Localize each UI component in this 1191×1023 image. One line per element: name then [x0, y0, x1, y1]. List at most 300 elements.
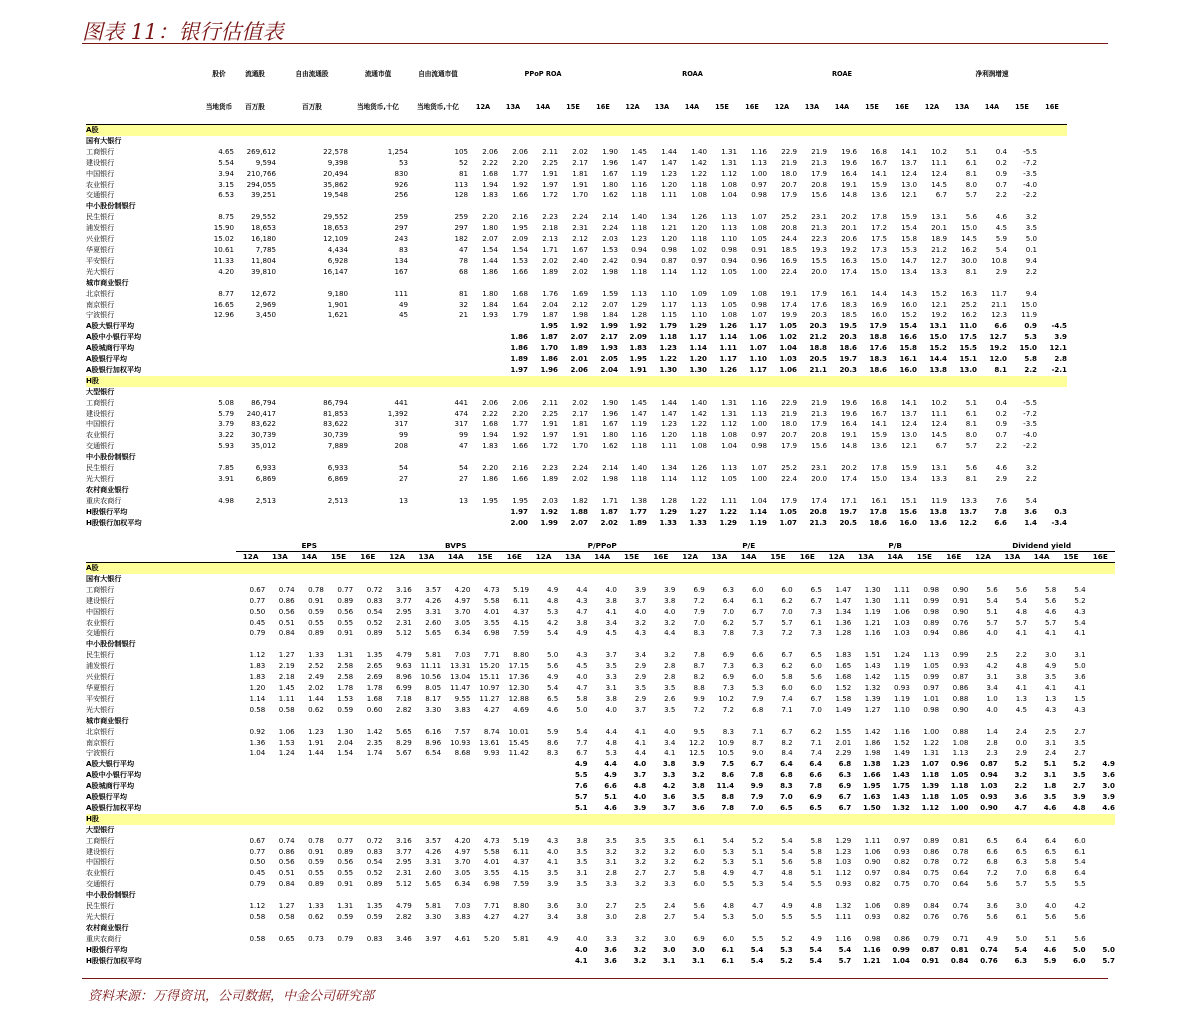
value-cell: 1,254 — [387, 146, 408, 156]
value-cell: 1.66 — [863, 770, 881, 780]
table-row — [86, 694, 1115, 705]
value-cell: 1,621 — [327, 310, 348, 320]
value-cell: 10.8 — [991, 255, 1007, 265]
value-cell: 1.50 — [863, 802, 881, 812]
value-cell: 1.66 — [512, 266, 528, 276]
value-cell: 3.1 — [605, 857, 617, 867]
value-cell: 1.07 — [751, 463, 767, 473]
value-cell — [470, 945, 499, 956]
value-cell: 1.12 — [721, 168, 737, 178]
value-cell: 5.2 — [780, 955, 793, 965]
bank-name: 建设银行 — [86, 408, 115, 418]
value-cell: 1.19 — [631, 168, 647, 178]
value-cell: 15.6 — [811, 441, 827, 451]
value-cell: 0.84 — [278, 628, 295, 638]
year-label: 15E — [763, 552, 792, 563]
value-cell: 0.97 — [923, 682, 940, 692]
value-cell: 1.27 — [864, 704, 881, 714]
value-cell: 17.5 — [871, 234, 887, 244]
value-cell: 32 — [458, 299, 468, 309]
year-label: 15E — [558, 90, 588, 125]
value-cell: 1.83 — [629, 343, 647, 353]
value-cell: 7.0 — [1015, 868, 1028, 878]
value-cell: 1.17 — [661, 299, 677, 309]
year-label: 14A — [295, 552, 324, 563]
metric-header: P/B — [822, 541, 968, 552]
value-cell: 4.20 — [454, 835, 471, 845]
value-cell: 6.8 — [1045, 868, 1057, 878]
value-cell: 1.66 — [512, 190, 528, 200]
value-cell — [265, 945, 294, 956]
header-cell: 自由流通市值 — [418, 69, 458, 78]
metric-header: EPS — [236, 541, 382, 552]
value-cell: 2.14 — [602, 463, 618, 473]
bank-name: 重庆农商行 — [86, 933, 122, 943]
value-cell: 3.31 — [425, 606, 442, 616]
value-cell: 5.7 — [752, 617, 764, 627]
value-cell — [412, 803, 441, 814]
value-cell: 0.99 — [923, 595, 940, 605]
bank-name: 中国银行 — [86, 857, 115, 867]
value-cell: 5.7 — [574, 792, 588, 802]
value-cell: 0.84 — [894, 868, 910, 878]
value-cell — [236, 945, 265, 956]
value-cell: 5.8 — [781, 672, 793, 682]
value-cell — [412, 759, 441, 770]
value-cell: 15.9 — [901, 463, 917, 473]
bank-name: 交通银行 — [86, 441, 115, 451]
group-row — [86, 890, 1115, 901]
value-cell: 53 — [398, 157, 408, 167]
value-cell — [265, 803, 294, 814]
table-row — [86, 661, 1115, 672]
table-row — [86, 474, 1067, 485]
value-cell — [324, 792, 353, 803]
value-cell: 297 — [454, 223, 468, 233]
value-cell: 0.65 — [278, 933, 295, 943]
table-row — [86, 748, 1115, 759]
value-cell: 0.89 — [923, 835, 940, 845]
value-cell: 0.59 — [337, 912, 354, 921]
value-cell: 2.5 — [634, 901, 647, 911]
value-cell — [1086, 618, 1115, 629]
value-cell: 1.43 — [892, 770, 910, 780]
value-cell: 0.92 — [249, 726, 266, 736]
value-cell: 21.2 — [931, 244, 947, 254]
value-cell: 1.63 — [863, 792, 881, 802]
value-cell: 3.2 — [664, 650, 676, 660]
value-cell: 2.8 — [1054, 354, 1067, 364]
value-cell: 0.56 — [278, 857, 295, 867]
value-cell: 83 — [398, 244, 408, 254]
value-cell: 1.08 — [721, 430, 737, 440]
value-cell: 19.6 — [841, 397, 857, 407]
year-label: 13A — [947, 90, 977, 125]
value-cell: 2.5 — [986, 650, 998, 660]
value-cell: 18.0 — [781, 168, 797, 178]
value-cell: 16.3 — [841, 255, 857, 265]
value-cell: 0.59 — [337, 704, 354, 714]
value-cell: 240,417 — [246, 408, 276, 418]
value-cell: 1.74 — [366, 748, 383, 758]
value-cell: 5.1 — [1045, 933, 1057, 943]
value-cell: 1.83 — [249, 661, 266, 671]
value-cell — [353, 956, 382, 967]
value-cell: 2.02 — [572, 146, 588, 156]
value-cell: 0.45 — [249, 868, 266, 878]
value-cell: 4.61 — [454, 933, 471, 943]
group-label: 城市商业银行 — [86, 715, 129, 725]
value-cell: 1.47 — [631, 408, 647, 418]
value-cell: 1.59 — [602, 288, 618, 298]
group-label: 国有大银行 — [86, 573, 122, 583]
value-cell: 16.1 — [871, 495, 887, 505]
year-label: 16E — [646, 552, 675, 563]
value-cell: 0.81 — [950, 944, 969, 954]
bank-name: 工商银行 — [86, 146, 115, 156]
value-cell: 1.08 — [952, 737, 969, 747]
table-row — [86, 901, 1115, 912]
value-cell: 8.3 — [693, 628, 705, 638]
value-cell: 3.7 — [634, 595, 647, 605]
value-cell: 9.9 — [693, 693, 705, 703]
value-cell — [500, 781, 529, 792]
year-label: 16E — [793, 552, 822, 563]
bank-name: 重庆农商行 — [86, 495, 122, 505]
value-cell: 0.90 — [980, 802, 998, 812]
value-cell: 6.1 — [810, 617, 822, 627]
value-cell — [470, 781, 499, 792]
value-cell: 16.6 — [899, 332, 917, 342]
bank-name: 宁波银行 — [86, 748, 115, 758]
value-cell: 15.8 — [901, 234, 917, 244]
value-cell: 3.1 — [662, 955, 676, 965]
value-cell: 3.0 — [1015, 901, 1028, 911]
value-cell: 5.0 — [1025, 234, 1037, 244]
units-cell: 百万股 — [276, 90, 348, 125]
value-cell: 6.5 — [809, 802, 822, 812]
value-cell: 167 — [394, 266, 408, 276]
value-cell: 0.91 — [952, 595, 969, 605]
value-cell: 4.1 — [634, 737, 647, 747]
value-cell: 1.07 — [751, 212, 767, 222]
value-cell: 0.58 — [249, 933, 266, 943]
value-cell: 4.0 — [546, 846, 559, 856]
value-cell: 1.17 — [749, 364, 767, 374]
value-cell: 2.8 — [664, 672, 676, 682]
value-cell: 4.4 — [576, 584, 588, 594]
value-cell: 12.2 — [688, 737, 705, 747]
value-cell: 0.94 — [721, 255, 737, 265]
bank-name: 光大银行 — [86, 474, 115, 483]
value-cell: 6.9 — [809, 792, 822, 802]
value-cell: 13.04 — [450, 672, 471, 682]
value-cell: 3.5 — [1045, 672, 1057, 682]
value-cell: 7.3 — [722, 661, 735, 671]
group-row — [86, 825, 1115, 836]
value-cell: 81,853 — [323, 408, 348, 418]
year-label: 14A — [734, 552, 763, 563]
value-cell: 5.7 — [781, 617, 793, 627]
value-cell: 5.9 — [546, 726, 559, 736]
value-cell: 0.59 — [308, 857, 324, 867]
value-cell: 6.6 — [752, 650, 764, 660]
value-cell: 18,653 — [323, 223, 348, 233]
bank-name: 华夏银行 — [86, 244, 115, 254]
value-cell: 2.02 — [572, 266, 588, 276]
value-cell: 1.11 — [894, 584, 910, 594]
value-cell: 6,869 — [255, 474, 276, 483]
value-cell: 25.2 — [781, 463, 797, 473]
value-cell: 7.0 — [810, 704, 822, 714]
value-cell: 2.8 — [664, 661, 676, 671]
value-cell: 6.5 — [780, 802, 793, 812]
value-cell: 474 — [454, 408, 468, 418]
value-cell: 1.67 — [572, 244, 588, 254]
value-cell: 6.4 — [809, 759, 822, 769]
value-cell: 0.89 — [366, 879, 383, 889]
value-cell: 1.83 — [482, 190, 498, 200]
value-cell: 1.86 — [510, 332, 528, 342]
value-cell: -3.5 — [1023, 168, 1037, 178]
value-cell: 29,552 — [323, 212, 348, 222]
value-cell: 3.4 — [664, 737, 676, 747]
value-cell: 11.0 — [959, 321, 977, 331]
value-cell: 15.2 — [929, 343, 947, 353]
bank-name: 中国银行 — [86, 419, 115, 429]
value-cell: 1.99 — [540, 517, 558, 527]
bank-name: 北京银行 — [86, 726, 115, 736]
value-cell: 6.3 — [752, 661, 764, 671]
value-cell: 4.1 — [1015, 628, 1028, 638]
value-cell: 5.19 — [513, 835, 529, 845]
value-cell: 2.31 — [572, 223, 588, 233]
value-cell: 2.22 — [482, 157, 498, 167]
value-cell: 4.9 — [986, 933, 998, 943]
value-cell: 1.24 — [278, 748, 295, 758]
value-cell: 1.20 — [661, 234, 677, 244]
value-cell: 13.0 — [901, 179, 917, 189]
value-cell: 5.4 — [1074, 584, 1086, 594]
value-cell: 4.2 — [662, 781, 676, 791]
value-cell: 1.82 — [572, 495, 588, 505]
value-cell: 11.11 — [420, 661, 442, 671]
value-cell: 6.0 — [722, 933, 735, 943]
value-cell: 2.42 — [602, 255, 618, 265]
value-cell: 1.62 — [602, 441, 618, 451]
value-cell: 0.90 — [952, 584, 969, 594]
value-cell: 0.94 — [631, 244, 647, 254]
value-cell: 6.34 — [454, 628, 471, 638]
table-row — [86, 234, 1067, 245]
value-cell: 12.1 — [1049, 343, 1067, 353]
value-cell: 14.1 — [901, 397, 917, 407]
value-cell: 12.4 — [901, 419, 917, 429]
table-row — [86, 857, 1115, 868]
value-cell: 3.16 — [395, 584, 412, 594]
value-cell: 7.1 — [752, 726, 764, 736]
value-cell: 2.20 — [482, 463, 498, 473]
value-cell: 5.58 — [483, 846, 500, 856]
value-cell: 3.91 — [218, 474, 234, 483]
value-cell: 4.15 — [513, 868, 529, 878]
value-cell: 1.13 — [631, 288, 647, 298]
value-cell: 1.64 — [512, 299, 528, 309]
value-cell — [382, 956, 411, 967]
value-cell: 3.2 — [634, 933, 647, 943]
average-row — [86, 792, 1115, 803]
value-cell — [470, 956, 499, 967]
table-row — [86, 868, 1115, 879]
value-cell: 1,392 — [387, 408, 408, 418]
value-cell: 0.82 — [894, 857, 910, 867]
value-cell: 8.05 — [425, 682, 442, 692]
year-label: 16E — [500, 552, 529, 563]
value-cell: 1.39 — [864, 693, 881, 703]
value-cell: 20.8 — [809, 506, 827, 516]
year-label: 15E — [1007, 90, 1037, 125]
value-cell: 1.87 — [600, 506, 618, 516]
value-cell: 0.74 — [980, 944, 998, 954]
value-cell — [1086, 585, 1115, 596]
value-cell: 19.1 — [841, 430, 857, 440]
value-cell: 2.7 — [664, 912, 676, 921]
value-cell: 13.61 — [479, 737, 500, 747]
value-cell: 1.19 — [631, 419, 647, 429]
value-cell: 3.46 — [395, 933, 412, 943]
value-cell: 3.5 — [605, 661, 617, 671]
value-cell — [265, 770, 294, 781]
value-cell: 4.5 — [605, 628, 617, 638]
value-cell: 1.80 — [602, 430, 618, 440]
metric-header: P/E — [675, 541, 821, 552]
value-cell: -2.1 — [1051, 364, 1067, 374]
value-cell — [324, 759, 353, 770]
value-cell: 9.55 — [454, 693, 471, 703]
table-row — [86, 300, 1067, 311]
value-cell — [295, 781, 324, 792]
value-cell: 1.10 — [691, 310, 707, 320]
value-cell: 15.3 — [901, 244, 917, 254]
value-cell: 15.9 — [871, 430, 887, 440]
value-cell: 15.5 — [811, 255, 827, 265]
year-label: 16E — [1037, 90, 1067, 125]
value-cell: 45 — [398, 310, 408, 320]
value-cell: 20.3 — [811, 310, 827, 320]
bank-name: 农业银行 — [86, 430, 115, 440]
value-cell: 1.07 — [751, 310, 767, 320]
bank-name: 交通银行 — [86, 879, 115, 889]
value-cell: 1.03 — [894, 628, 910, 638]
value-cell: 1.43 — [864, 661, 881, 671]
value-cell: 12.3 — [991, 310, 1007, 320]
value-cell: 7.0 — [693, 617, 705, 627]
value-cell: 1.05 — [779, 506, 797, 516]
value-cell: 1.00 — [751, 419, 767, 429]
value-cell: 0.97 — [894, 835, 910, 845]
bank-name: 光大银行 — [86, 704, 115, 714]
value-cell: 15.1 — [901, 495, 917, 505]
value-cell: 1.16 — [863, 944, 881, 954]
value-cell: 21 — [458, 310, 468, 320]
value-cell: 5.7 — [1102, 955, 1115, 965]
value-cell: 134 — [394, 255, 408, 265]
value-cell: 0.58 — [278, 704, 295, 714]
value-cell: 3.0 — [605, 912, 617, 921]
value-cell: 0.93 — [864, 912, 881, 921]
value-cell: 8.4 — [781, 748, 793, 758]
value-cell: 4.8 — [1015, 606, 1028, 616]
average-label: A股中小银行平均 — [86, 332, 142, 342]
average-row — [86, 365, 1067, 376]
value-cell: 8.96 — [425, 737, 442, 747]
value-cell: 2.31 — [395, 617, 412, 627]
year-label: 12A — [618, 90, 647, 125]
value-cell: 0.99 — [892, 944, 910, 954]
value-cell: 8.1 — [965, 474, 977, 483]
value-cell: 20.5 — [839, 517, 857, 527]
value-cell: 4.7 — [752, 901, 764, 911]
value-cell: 1.83 — [249, 672, 266, 682]
value-cell: 86,794 — [323, 397, 348, 407]
value-cell: 1.95 — [482, 495, 498, 505]
value-cell: 6,928 — [327, 255, 348, 265]
value-cell: 3.1 — [1045, 737, 1057, 747]
value-cell: 0.98 — [923, 704, 940, 714]
value-cell: 4.0 — [576, 933, 588, 943]
value-cell: 21.3 — [811, 223, 827, 233]
value-cell — [468, 332, 498, 343]
value-cell: 3.83 — [454, 912, 471, 921]
value-cell: 1.91 — [542, 168, 558, 178]
value-cell: 14.3 — [901, 288, 917, 298]
value-cell — [324, 781, 353, 792]
value-cell: 5.8 — [1045, 584, 1057, 594]
value-cell: 23.1 — [811, 463, 827, 473]
value-cell: 1.18 — [921, 770, 940, 780]
value-cell: 5.81 — [425, 650, 442, 660]
value-cell: 3.9 — [546, 879, 559, 889]
value-cell: 4.5 — [576, 661, 588, 671]
value-cell: 1.71 — [542, 244, 558, 254]
value-cell: 6.8 — [780, 770, 793, 780]
value-cell: 1.40 — [691, 397, 707, 407]
value-cell: 0.52 — [366, 868, 383, 878]
value-cell: 0.55 — [337, 617, 354, 627]
value-cell: 6.98 — [483, 628, 500, 638]
value-cell: 18.6 — [869, 364, 887, 374]
value-cell: 3.6 — [1014, 792, 1028, 802]
value-cell: 13.4 — [901, 474, 917, 483]
value-cell: 20.5 — [809, 354, 827, 364]
value-cell: 1.68 — [366, 693, 383, 703]
value-cell: 1.19 — [894, 661, 910, 671]
value-cell: 12.4 — [901, 168, 917, 178]
value-cell: 0.88 — [952, 693, 969, 703]
average-label: H股银行平均 — [86, 506, 128, 516]
value-cell: 4.8 — [605, 737, 617, 747]
value-cell: 7.9 — [752, 693, 764, 703]
value-cell: 0.91 — [308, 595, 324, 605]
value-cell: 2.29 — [835, 748, 852, 758]
value-cell: 5.1 — [986, 606, 998, 616]
value-cell: 4.1 — [1045, 628, 1057, 638]
value-cell: 16,147 — [323, 266, 348, 276]
value-cell: 9,398 — [327, 157, 348, 167]
group-row — [86, 136, 1067, 147]
average-row — [86, 354, 1067, 365]
value-cell — [1086, 934, 1115, 945]
